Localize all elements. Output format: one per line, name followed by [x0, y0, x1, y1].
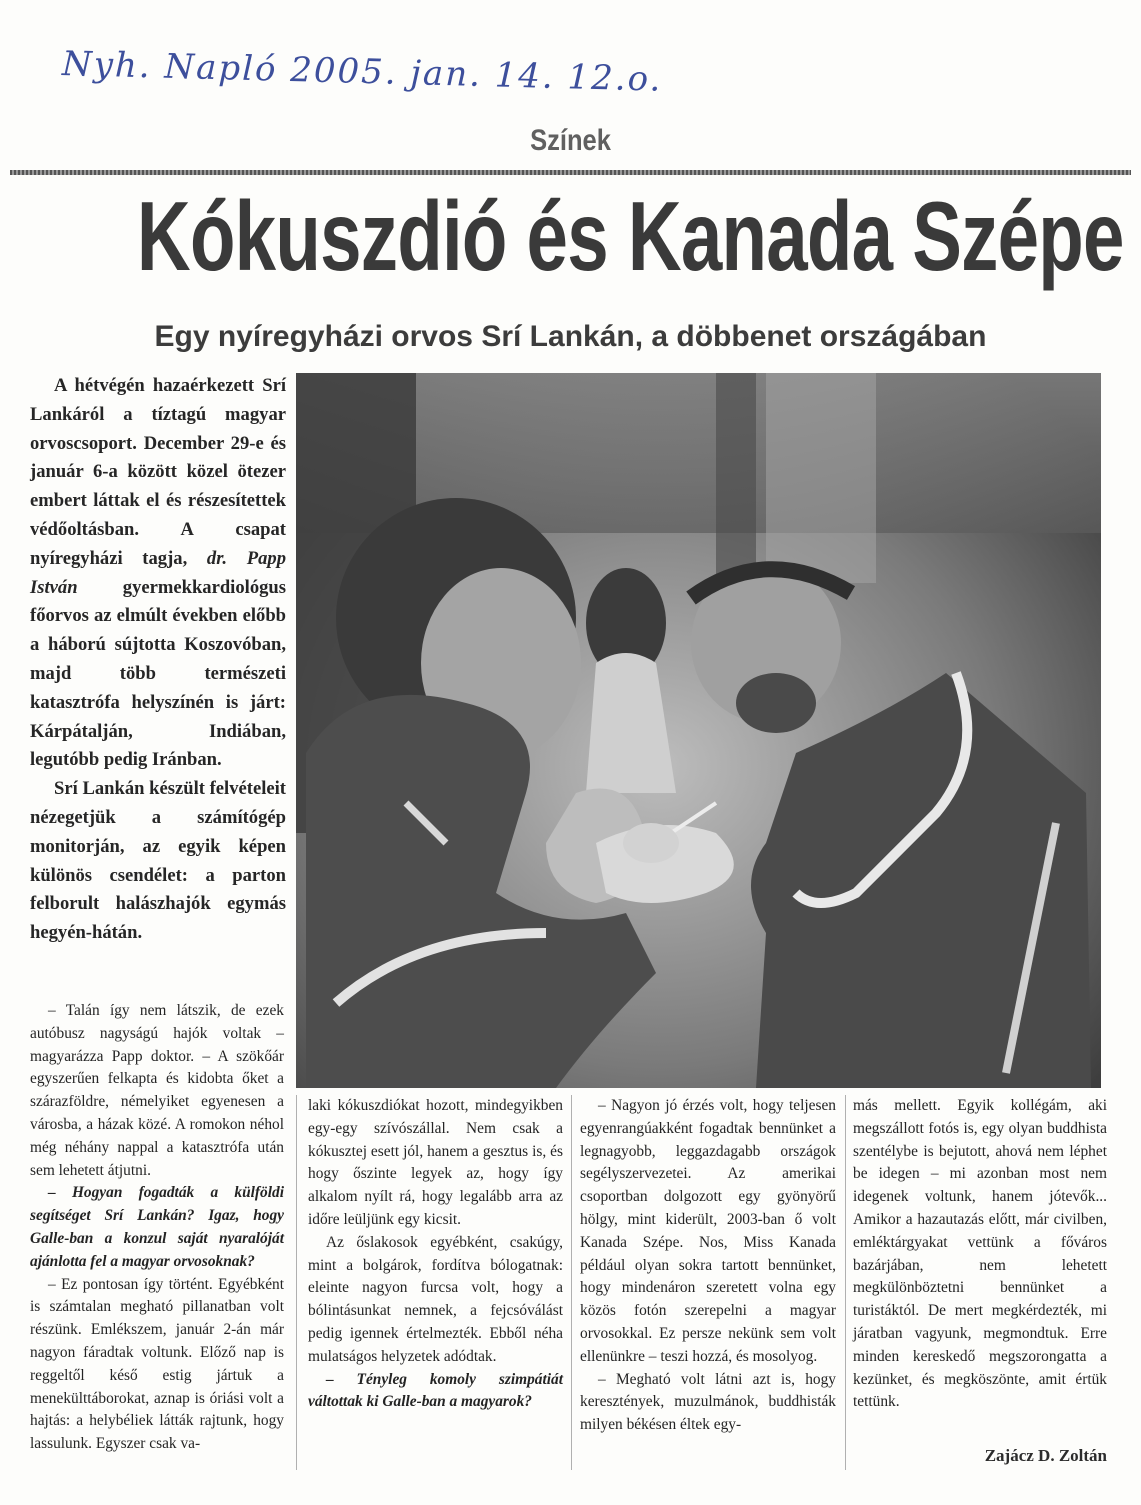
column-divider-1 [296, 1095, 297, 1470]
column-3-paragraph-2: – Megható volt látni azt is, hogy keresztények, muzulmánok, buddhisták milyen békésen éltek egy- [580, 1370, 836, 1434]
article-photo [296, 373, 1101, 1088]
interview-question-1: – Hogyan fogadták a külföldi segítséget Srí Lankán? Igaz, hogy Galle-ban a konzul saját nyaralóját ajánlotta fel a magyar orvosoknak? [30, 1184, 284, 1270]
section-divider [10, 170, 1131, 175]
article-column-2 [308, 1095, 563, 1414]
column-divider-2 [571, 1095, 572, 1470]
lead-paragraph-2: Srí Lankán készült felvételeit nézegetjük a számítógép monitorján, az egyik képen különös csendélet: a parton felborult halászhajók egymás hegyén-hátán. [30, 778, 286, 944]
lead-paragraph [30, 372, 286, 948]
column-2-paragraph-2: Az őslakosok egyébként, csakúgy, mint a bolgárok, fordítva bólogatnak: eleinte nagyon furcsa volt, hogy a bólintásunkat nemnek, a fejcsóválást pedig igennek értelmezték. Ebből néha mulatságos helyzetek adódtak. [308, 1233, 563, 1365]
column-1-paragraph-1: – Talán így nem látszik, de ezek autóbusz nagyságú hajók voltak – magyarázza Papp doktor. – A szökőár egyszerűen felkapta és kidobta őket a szárazföldre, némelyiket egyenesen a városba, a házak közé. A romokon néhol még néhány nappal a katasztrófa után sem lehetett átjutni. [30, 1002, 284, 1179]
doctor-name: dr. Papp István [30, 547, 286, 598]
article-column-4 [853, 1095, 1107, 1414]
author-byline: Zajácz D. Zoltán [984, 1446, 1107, 1465]
handwritten-source-note: Nyh. Napló 2005. jan. 14. 12.o. [61, 44, 663, 100]
column-3-paragraph-1: – Nagyon jó érzés volt, hogy teljesen egyenrangúakként fogadtak bennünket a legnagyobb, leggazdagabb országok segélyszervezetei. Az amerikai csoportban dolgozott egy gyönyörű hölgy, mint kiderült, 2003-ban ő volt Kanada Szépe. Nos, Miss Kanada például olyan sokra tartott bennünket, hogy mindenáron szeretett volna egy közös fotón szerepelni a magyar orvosokkal. Ez persze nekünk sem volt ellenünkre – teszi hozzá, és mosolyog. [580, 1097, 836, 1365]
column-1-paragraph-2: – Ez pontosan így történt. Egyébként is számtalan megható pillanatban volt részünk. Emlékszem, január 2-án már nagyon fáradtak voltunk. Előző nap is reggeltől késő estig jártuk a menekülttáborokat, aznap is óriási volt a hajtás: a helybéliek látták rajtunk, hogy lassulunk. Egyszer csak va- [30, 1275, 284, 1453]
section-label: Színek [530, 124, 611, 157]
article-headline: Kókuszdió és Kanada Szépe [136, 181, 1124, 291]
interview-question-2: – Tényleg komoly szimpátiát váltottak ki Galle-ban a magyarok? [308, 1370, 563, 1411]
column-2-paragraph-1: laki kókuszdiókat hozott, mindegyikben egy-egy szívószállal. Nem csak a kókusztej esett jól, hanem a gesztus is, és hogy őszinte legyek az, hogy így alkalom nyílt rá, hogy legalább arra az időre leüljünk egy kicsit. [308, 1097, 563, 1228]
column-divider-3 [845, 1095, 846, 1470]
lead-paragraph-1: A hétvégén hazaérkezett Srí Lankáról a tíztagú magyar orvoscsoport. December 29-e és január 6-a között közel ötezer embert láttak el és részesítettek védőoltásban. A csapat nyíregyházi tagja, dr. Papp István gyermekkardiológus főorvos az elmúlt években előbb a háború sújtotta Koszovóban, majd több természeti katasztrófa helyszínén is járt: Kárpátalján, Indiában, legutóbb pedig Iránban. [30, 375, 286, 771]
photo-doctors-vaccinating-child [296, 373, 1101, 1088]
article-subheadline: Egy nyíregyházi orvos Srí Lankán, a döbbenet országában [154, 320, 987, 353]
article-column-3 [580, 1095, 836, 1437]
column-4-paragraph-1: más mellett. Egyik kollégám, aki megszállott fotós is, egy olyan buddhista szentélybe is bejutott, ahová nem léphet be idegen – mi azonban most nem idegenek voltunk, hanem jótevők... Amikor a hazautazás előtt, már civilben, emléktárgyakat vettünk a főváros bazárjában, nem lehetett megkülönböztetni bennünket a turistáktól. De mert megkérdezték, mi járatban vagyunk, megmondtuk. Erre minden kereskedő megszorongatta a kezünket, és megköszönte, amit értük tettünk. [853, 1097, 1107, 1411]
article-column-1 [30, 1000, 284, 1456]
